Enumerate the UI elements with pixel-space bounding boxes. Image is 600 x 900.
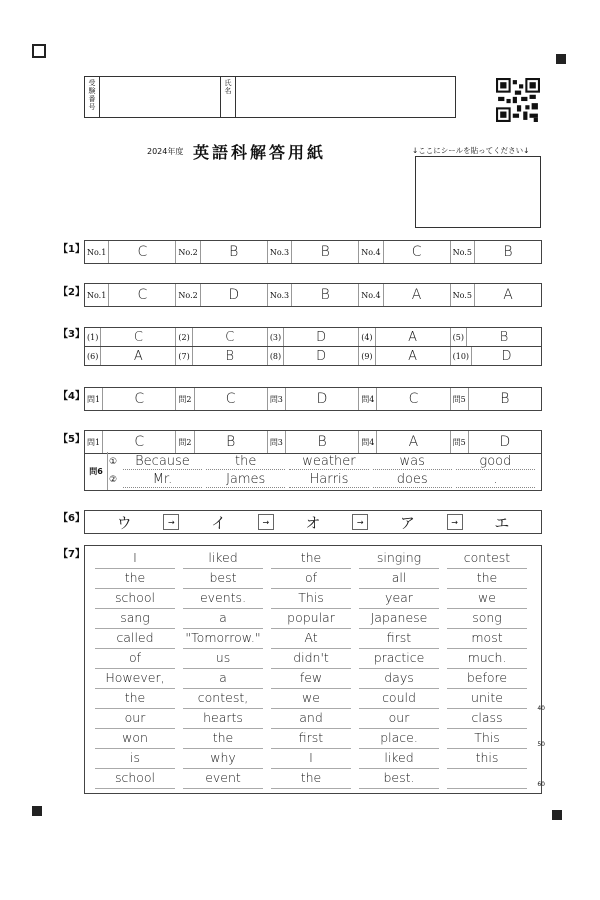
answer-cell bbox=[359, 388, 450, 410]
essay-word: liked bbox=[359, 749, 439, 769]
arrow-icon: → bbox=[352, 514, 368, 530]
essay-row bbox=[91, 689, 531, 709]
answer: C bbox=[134, 391, 145, 407]
question-number: No.3 bbox=[268, 284, 292, 306]
essay-row bbox=[91, 589, 531, 609]
circle-number: ① bbox=[109, 457, 118, 467]
question-number: 問2 bbox=[176, 388, 194, 410]
question-number: No.2 bbox=[176, 284, 200, 306]
seal-box bbox=[415, 156, 541, 228]
answer-cell bbox=[268, 388, 359, 410]
answer: D bbox=[316, 391, 328, 407]
page-title: 英語科解答用紙 bbox=[193, 143, 327, 162]
section-5-question-6 bbox=[84, 452, 542, 491]
essay-row bbox=[91, 549, 531, 569]
question-number: (7) bbox=[176, 347, 192, 365]
essay-word: won bbox=[95, 729, 175, 749]
answer: C bbox=[225, 329, 235, 345]
essay-word: much. bbox=[447, 649, 527, 669]
answer: C bbox=[137, 287, 148, 303]
essay-word: the bbox=[95, 569, 175, 589]
essay-word: the bbox=[95, 689, 175, 709]
essay-word: singing bbox=[359, 549, 439, 569]
arrow-icon: → bbox=[447, 514, 463, 530]
answer: B bbox=[229, 244, 239, 260]
answer-cell bbox=[451, 241, 541, 263]
question-number: (4) bbox=[359, 328, 375, 346]
arrow-icon: → bbox=[163, 514, 179, 530]
answer-cell bbox=[451, 431, 541, 453]
answer-cell bbox=[359, 328, 450, 346]
question-number: 問4 bbox=[359, 431, 377, 453]
arrow-icon: → bbox=[258, 514, 274, 530]
q6-word: . bbox=[456, 472, 535, 488]
sequence-item: エ bbox=[494, 513, 510, 532]
essay-word: all bbox=[359, 569, 439, 589]
section-2-label: 【2】 bbox=[58, 287, 85, 298]
section-6-sequence bbox=[84, 510, 542, 534]
essay-row bbox=[91, 729, 531, 749]
essay-word: the bbox=[271, 769, 351, 789]
essay-word: of bbox=[95, 649, 175, 669]
section-4-row bbox=[84, 387, 542, 411]
essay-word: the bbox=[183, 729, 263, 749]
seal-instruction: ↓ここにシールを貼ってください↓ bbox=[412, 146, 530, 155]
q6-line-2 bbox=[109, 471, 539, 489]
answer: B bbox=[500, 391, 510, 407]
answer: D bbox=[501, 348, 512, 364]
answer-cell bbox=[268, 328, 359, 346]
q6-word: Because bbox=[123, 454, 202, 470]
q6-word: Mr. bbox=[123, 472, 202, 488]
question-number: 問1 bbox=[85, 388, 103, 410]
question-number: (8) bbox=[268, 347, 284, 365]
sequence-item: ア bbox=[399, 513, 415, 532]
essay-word: hearts bbox=[183, 709, 263, 729]
answer-cell bbox=[451, 328, 541, 346]
q6-word: does bbox=[373, 472, 452, 488]
essay-word: event bbox=[183, 769, 263, 789]
essay-word: practice bbox=[359, 649, 439, 669]
word-count-mark: 50 bbox=[537, 741, 545, 748]
word-count-mark: 40 bbox=[537, 705, 545, 712]
essay-word: us bbox=[183, 649, 263, 669]
question-number: (2) bbox=[176, 328, 192, 346]
question-number: 問3 bbox=[268, 431, 286, 453]
q6-line-1 bbox=[109, 453, 539, 471]
answer: D bbox=[316, 329, 327, 345]
answer: B bbox=[320, 244, 330, 260]
essay-word: This bbox=[271, 589, 351, 609]
word-count-mark: 60 bbox=[537, 781, 545, 788]
answer-cell bbox=[268, 431, 359, 453]
answer: B bbox=[317, 434, 327, 450]
q6-word: James bbox=[206, 472, 285, 488]
essay-row bbox=[91, 769, 545, 789]
answer: B bbox=[499, 329, 509, 345]
exam-year: 2024年度 bbox=[147, 147, 184, 156]
essay-word: this bbox=[447, 749, 527, 769]
essay-word: could bbox=[359, 689, 439, 709]
corner-mark-top-left bbox=[32, 44, 46, 58]
question-number: (10) bbox=[451, 347, 472, 365]
question-number: (1) bbox=[85, 328, 101, 346]
answer-cell bbox=[176, 284, 267, 306]
essay-row bbox=[91, 609, 531, 629]
answer-cell bbox=[85, 388, 176, 410]
sequence-item: オ bbox=[305, 513, 321, 532]
essay-word: contest, bbox=[183, 689, 263, 709]
corner-mark-bottom-right bbox=[552, 810, 562, 820]
answer: C bbox=[408, 391, 419, 407]
essay-word bbox=[447, 769, 527, 789]
answer-cell bbox=[451, 347, 541, 365]
answer: A bbox=[411, 287, 422, 303]
section-4-label: 【4】 bbox=[58, 391, 85, 402]
section-5-label: 【5】 bbox=[58, 434, 85, 445]
answer-cell bbox=[85, 431, 176, 453]
answer: D bbox=[316, 348, 327, 364]
answer-cell bbox=[451, 388, 541, 410]
answer: C bbox=[137, 244, 148, 260]
essay-word: school bbox=[95, 589, 175, 609]
essay-word: contest bbox=[447, 549, 527, 569]
essay-word: and bbox=[271, 709, 351, 729]
answer-cell bbox=[359, 241, 450, 263]
answer-cell bbox=[85, 347, 176, 365]
essay-word: At bbox=[271, 629, 351, 649]
sequence-item: ウ bbox=[116, 513, 132, 532]
essay-word: is bbox=[95, 749, 175, 769]
essay-word: I bbox=[271, 749, 351, 769]
answer-cell bbox=[176, 347, 267, 365]
section-2-row bbox=[84, 283, 542, 307]
section-3-label: 【3】 bbox=[58, 329, 85, 340]
answer-cell bbox=[85, 241, 176, 263]
question-number: (5) bbox=[451, 328, 467, 346]
question-number: 問3 bbox=[268, 388, 286, 410]
answer: A bbox=[408, 434, 419, 450]
essay-word: year bbox=[359, 589, 439, 609]
essay-word: first bbox=[271, 729, 351, 749]
essay-word: the bbox=[447, 569, 527, 589]
essay-word: I bbox=[95, 549, 175, 569]
question-number: No.1 bbox=[85, 241, 109, 263]
question-number: 問5 bbox=[451, 431, 469, 453]
answer: B bbox=[503, 244, 513, 260]
answer: B bbox=[320, 287, 330, 303]
question-number: No.2 bbox=[176, 241, 200, 263]
answer-cell bbox=[176, 388, 267, 410]
answer-cell bbox=[85, 328, 176, 346]
essay-word: the bbox=[271, 549, 351, 569]
circle-number: ② bbox=[109, 475, 118, 485]
answer: C bbox=[411, 244, 422, 260]
sequence-item: イ bbox=[211, 513, 227, 532]
answer-cell bbox=[176, 328, 267, 346]
essay-word: best. bbox=[359, 769, 439, 789]
essay-row bbox=[91, 629, 531, 649]
question-number: 問2 bbox=[176, 431, 194, 453]
essay-word: sang bbox=[95, 609, 175, 629]
question-number: No.3 bbox=[268, 241, 292, 263]
answer-cell bbox=[176, 241, 267, 263]
answer-cell bbox=[85, 284, 176, 306]
question-number: No.4 bbox=[359, 241, 383, 263]
essay-word: However, bbox=[95, 669, 175, 689]
answer: B bbox=[225, 348, 235, 364]
essay-grid bbox=[84, 545, 545, 794]
essay-word: our bbox=[95, 709, 175, 729]
essay-word: "Tomorrow." bbox=[183, 629, 263, 649]
answer-cell bbox=[359, 284, 450, 306]
essay-word: place. bbox=[359, 729, 439, 749]
answer: B bbox=[226, 434, 236, 450]
essay-word: song bbox=[447, 609, 527, 629]
essay-row bbox=[91, 741, 545, 769]
question-number: No.5 bbox=[451, 241, 475, 263]
answer: C bbox=[225, 391, 236, 407]
question-number: (6) bbox=[85, 347, 101, 365]
qr-code-icon bbox=[496, 78, 540, 122]
essay-word: our bbox=[359, 709, 439, 729]
answer-cell bbox=[268, 347, 359, 365]
essay-word: days bbox=[359, 669, 439, 689]
name-label: 氏名 bbox=[224, 79, 232, 95]
essay-word: liked bbox=[183, 549, 263, 569]
answer: A bbox=[408, 348, 418, 364]
q6-word: good bbox=[456, 454, 535, 470]
id-name-box bbox=[84, 76, 456, 118]
essay-word: of bbox=[271, 569, 351, 589]
question-number: 問1 bbox=[85, 431, 103, 453]
essay-word: a bbox=[183, 669, 263, 689]
essay-row bbox=[91, 705, 545, 729]
essay-word: called bbox=[95, 629, 175, 649]
section-1-label: 【1】 bbox=[58, 244, 85, 255]
section-5-row bbox=[84, 430, 542, 454]
q6-word: weather bbox=[289, 454, 368, 470]
question-number: 問4 bbox=[359, 388, 377, 410]
essay-word: first bbox=[359, 629, 439, 649]
answer-cell bbox=[359, 347, 450, 365]
q6-word: was bbox=[373, 454, 452, 470]
essay-word: a bbox=[183, 609, 263, 629]
answer-cell bbox=[268, 241, 359, 263]
essay-word: best bbox=[183, 569, 263, 589]
essay-word: school bbox=[95, 769, 175, 789]
answer: D bbox=[499, 434, 511, 450]
essay-word: we bbox=[271, 689, 351, 709]
q6-word: Harris bbox=[289, 472, 368, 488]
essay-word: most bbox=[447, 629, 527, 649]
corner-mark-top-right bbox=[556, 54, 566, 64]
question-number: No.1 bbox=[85, 284, 109, 306]
essay-word: why bbox=[183, 749, 263, 769]
answer-cell bbox=[359, 431, 450, 453]
essay-row bbox=[91, 569, 531, 589]
section-1-row bbox=[84, 240, 542, 264]
id-label: 受験番号 bbox=[88, 79, 96, 111]
question-number: 問5 bbox=[451, 388, 469, 410]
answer: A bbox=[133, 348, 143, 364]
question-number: No.5 bbox=[451, 284, 475, 306]
section-7-label: 【7】 bbox=[58, 549, 85, 560]
essay-word: unite bbox=[447, 689, 527, 709]
question-number: No.4 bbox=[359, 284, 383, 306]
corner-mark-bottom-left bbox=[32, 806, 42, 816]
essay-row bbox=[91, 669, 531, 689]
question-number: (3) bbox=[268, 328, 284, 346]
question-number: (9) bbox=[359, 347, 375, 365]
section-3-row-1 bbox=[84, 327, 542, 347]
essay-word: events. bbox=[183, 589, 263, 609]
essay-word: class bbox=[447, 709, 527, 729]
answer: C bbox=[133, 329, 143, 345]
q6-word: the bbox=[206, 454, 285, 470]
essay-word: popular bbox=[271, 609, 351, 629]
answer: C bbox=[134, 434, 145, 450]
answer-cell bbox=[451, 284, 541, 306]
section-6-label: 【6】 bbox=[58, 513, 85, 524]
essay-word: This bbox=[447, 729, 527, 749]
section-3-row-2 bbox=[84, 346, 542, 366]
answer-cell bbox=[268, 284, 359, 306]
answer-cell bbox=[176, 431, 267, 453]
essay-row bbox=[91, 649, 531, 669]
essay-word: few bbox=[271, 669, 351, 689]
essay-word: before bbox=[447, 669, 527, 689]
answer: D bbox=[228, 287, 240, 303]
essay-word: we bbox=[447, 589, 527, 609]
essay-word: Japanese bbox=[359, 609, 439, 629]
essay-word: didn't bbox=[271, 649, 351, 669]
question-6-label: 問6 bbox=[85, 452, 108, 490]
answer: A bbox=[503, 287, 513, 303]
answer: A bbox=[408, 329, 418, 345]
